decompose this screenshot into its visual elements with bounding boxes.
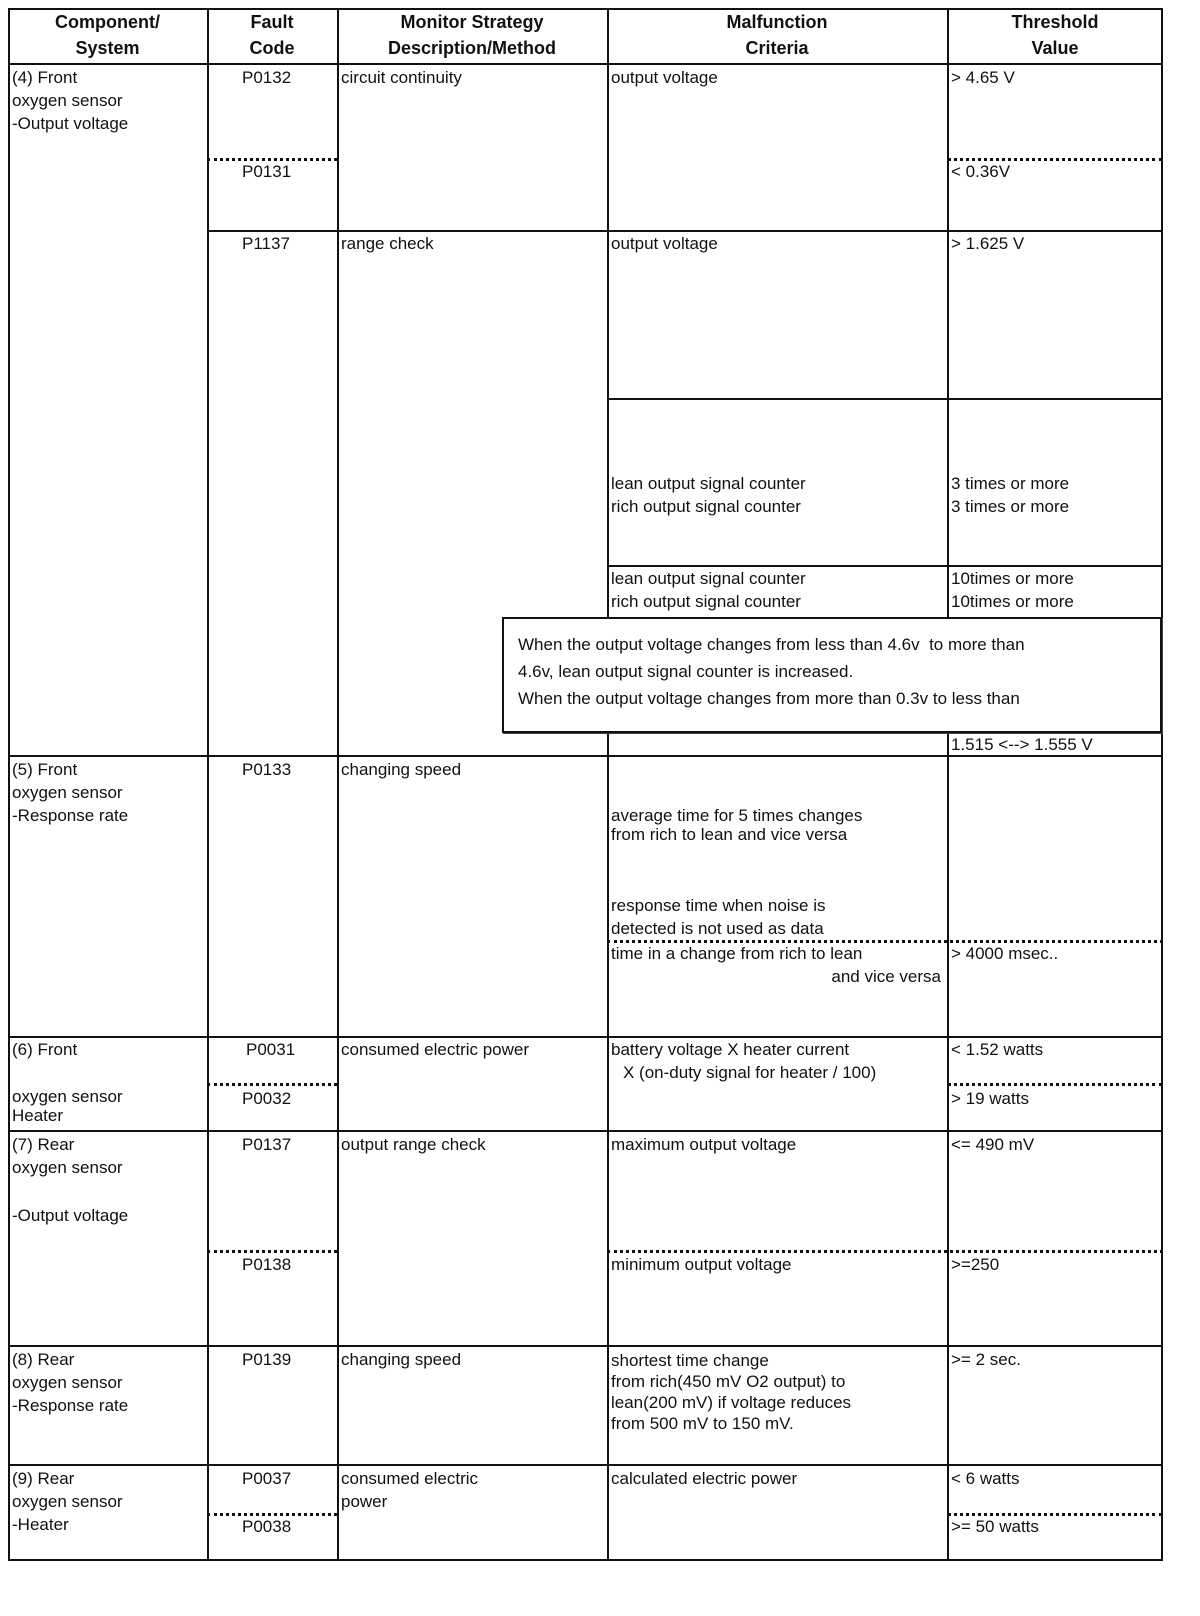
- threshold-cell: 10times or more 10times or more: [951, 569, 1074, 611]
- fault-code: P0138: [242, 1255, 292, 1274]
- malfunction-cell: average time for 5 times changes from rich to lean and vice versa: [611, 806, 863, 844]
- threshold-cell: 3 times or more 3 times or more: [951, 474, 1070, 516]
- fault-code: P0032: [242, 1089, 292, 1108]
- fault-code: P0037: [242, 1469, 292, 1488]
- malfunction-cell: shortest time change from rich(450 mV O2 output) to lean(200 mV) if voltage reduces from 500 mV to 150 mV.: [611, 1351, 852, 1433]
- threshold-cell: < 6 watts: [951, 1469, 1020, 1488]
- fault-code: P0031: [246, 1040, 296, 1059]
- tooltip-popup: [502, 617, 1162, 733]
- fault-code: P0132: [242, 68, 292, 87]
- threshold-cell: >= 50 watts: [951, 1517, 1039, 1536]
- fault-code: P0038: [242, 1517, 292, 1536]
- malfunction-cell: time in a change from rich to lean and vice versa: [611, 944, 941, 986]
- threshold-cell: > 4.65 V: [951, 68, 1015, 87]
- monitor-cell: consumed electric power: [341, 1469, 479, 1511]
- threshold-cell: >= 2 sec.: [951, 1350, 1021, 1369]
- header-threshold-value: Threshold Value: [1011, 12, 1099, 58]
- fault-code: P0133: [242, 760, 292, 779]
- malfunction-cell: battery voltage X heater current X (on-duty signal for heater / 100): [611, 1040, 877, 1082]
- monitor-cell: output range check: [341, 1135, 486, 1154]
- monitor-cell: range check: [341, 234, 434, 253]
- monitor-cell: circuit continuity: [341, 68, 462, 87]
- threshold-cell: > 19 watts: [951, 1089, 1029, 1108]
- threshold-cell: 1.515 <--> 1.555 V: [951, 735, 1093, 754]
- component-cell: (8) Rear oxygen sensor -Response rate: [12, 1350, 129, 1415]
- malfunction-cell: output voltage: [611, 234, 718, 253]
- malfunction-cell: maximum output voltage: [611, 1135, 797, 1154]
- fault-code: P0139: [242, 1350, 292, 1369]
- threshold-cell: <= 490 mV: [951, 1135, 1035, 1154]
- component-cell: (6) Front: [12, 1040, 78, 1059]
- fault-code: P0131: [242, 162, 292, 181]
- header-monitor-strategy: Monitor Strategy Description/Method: [387, 12, 556, 58]
- malfunction-cell: response time when noise is detected is not used as data: [611, 896, 826, 938]
- monitor-cell: changing speed: [341, 1350, 462, 1369]
- threshold-cell: >=250: [951, 1255, 1000, 1274]
- tooltip-line: When the output voltage changes from more than 0.3v to less than: [518, 689, 1020, 708]
- component-cell: (9) Rear oxygen sensor -Heater: [12, 1469, 123, 1534]
- threshold-cell: < 1.52 watts: [951, 1040, 1044, 1059]
- threshold-cell: < 0.36V: [951, 162, 1011, 181]
- monitor-cell: changing speed: [341, 760, 462, 779]
- component-cell: (5) Front oxygen sensor -Response rate: [12, 760, 129, 825]
- monitor-cell: consumed electric power: [341, 1040, 530, 1059]
- header-component: Component/ System: [55, 12, 160, 58]
- threshold-cell: > 4000 msec..: [951, 944, 1059, 963]
- component-cell: (7) Rear oxygen sensor -Output voltage: [12, 1135, 129, 1225]
- tooltip-line: 4.6v, lean output signal counter is increased.: [518, 662, 854, 681]
- threshold-cell: > 1.625 V: [951, 234, 1025, 253]
- malfunction-cell: output voltage: [611, 68, 718, 87]
- tooltip-line: When the output voltage changes from less than 4.6v to more than: [518, 635, 1025, 654]
- header-malfunction-criteria: Malfunction Criteria: [726, 12, 828, 58]
- malfunction-cell: minimum output voltage: [611, 1255, 792, 1274]
- fault-code: P1137: [242, 234, 290, 253]
- fault-code: P0137: [242, 1135, 292, 1154]
- component-cell: (4) Front oxygen sensor -Output voltage: [12, 68, 129, 133]
- malfunction-cell: calculated electric power: [611, 1469, 798, 1488]
- malfunction-cell: lean output signal counter rich output signal counter: [611, 569, 806, 611]
- component-cell: oxygen sensor Heater: [12, 1087, 123, 1125]
- malfunction-cell: lean output signal counter rich output signal counter: [611, 474, 806, 516]
- header-fault-code: Fault Code: [249, 12, 295, 58]
